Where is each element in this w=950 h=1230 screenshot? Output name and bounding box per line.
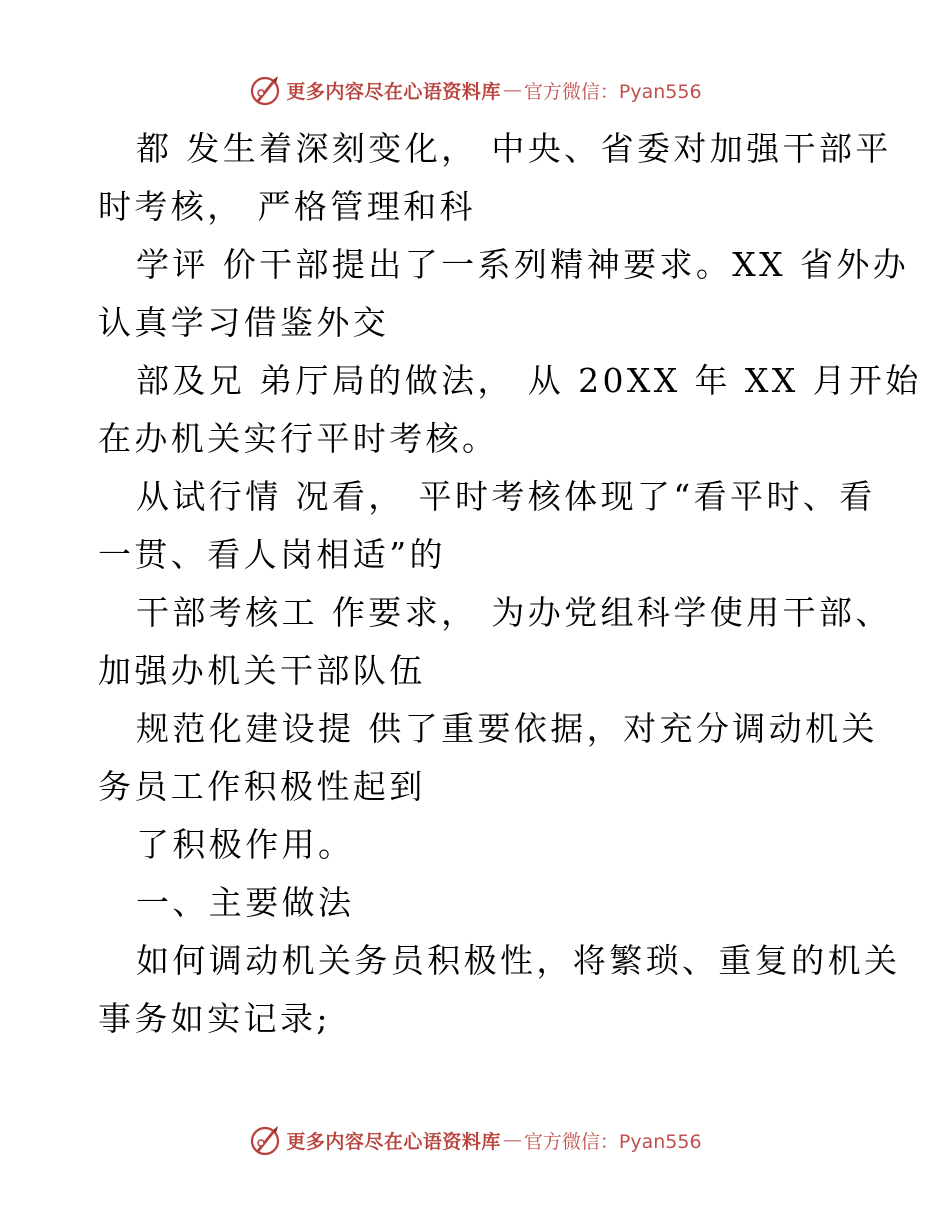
text-line: 如何调动机关务员积极性，将繁琐、重复的机关 <box>136 941 901 980</box>
text-line: 一、主要做法 <box>136 883 355 922</box>
text-line: 加强办机关干部队伍 <box>98 651 426 690</box>
paragraph <box>98 932 901 1048</box>
watermark-separator: — <box>502 1129 522 1151</box>
text-line: 部及兄 弟厅局的做法， 从 20XX 年 XX 月开始 <box>136 361 922 400</box>
document-body <box>98 120 922 1048</box>
watermark-text: 更多内容尽在心语资料库 <box>286 1130 501 1153</box>
paragraph <box>98 816 858 874</box>
text-line: 都 发生着深刻变化， 中央、省委对加强干部平 <box>136 129 892 168</box>
paragraph <box>98 120 892 236</box>
watermark-text: 更多内容尽在心语资料库 <box>286 80 501 103</box>
watermark-separator: — <box>502 79 522 101</box>
watermark-wechat: 官方微信：Pyan556 <box>523 1130 702 1153</box>
paragraph <box>98 700 878 816</box>
text-line: 了积极作用。 <box>136 825 355 864</box>
text-line: 从试行情 况看， 平时考核体现了“看平时、看 <box>136 477 876 516</box>
paragraph <box>98 236 910 352</box>
text-line: 认真学习借鉴外交 <box>98 303 390 342</box>
text-line: 规范化建设提 供了重要依据，对充分调动机关 <box>136 709 878 748</box>
footer-watermark <box>0 1120 950 1160</box>
paragraph <box>98 468 876 584</box>
watermark-wechat: 官方微信：Pyan556 <box>523 80 702 103</box>
pen-quill-logo-icon <box>248 1123 282 1157</box>
text-line: 务员工作积极性起到 <box>98 767 426 806</box>
section-heading <box>98 874 858 932</box>
text-line: 在办机关实行平时考核。 <box>98 419 499 458</box>
pen-quill-logo-icon <box>248 73 282 107</box>
text-line: 干部考核工 作要求， 为办党组科学使用干部、 <box>136 593 892 632</box>
text-line: 时考核， 严格管理和科 <box>98 187 476 226</box>
text-line: 事务如实记录; <box>98 999 331 1038</box>
paragraph <box>98 584 892 700</box>
paragraph <box>98 352 922 468</box>
text-line: 一贯、看人岗相适”的 <box>98 535 446 574</box>
header-watermark <box>0 70 950 110</box>
text-line: 学评 价干部提出了一系列精神要求。XX 省外办 <box>136 245 910 284</box>
